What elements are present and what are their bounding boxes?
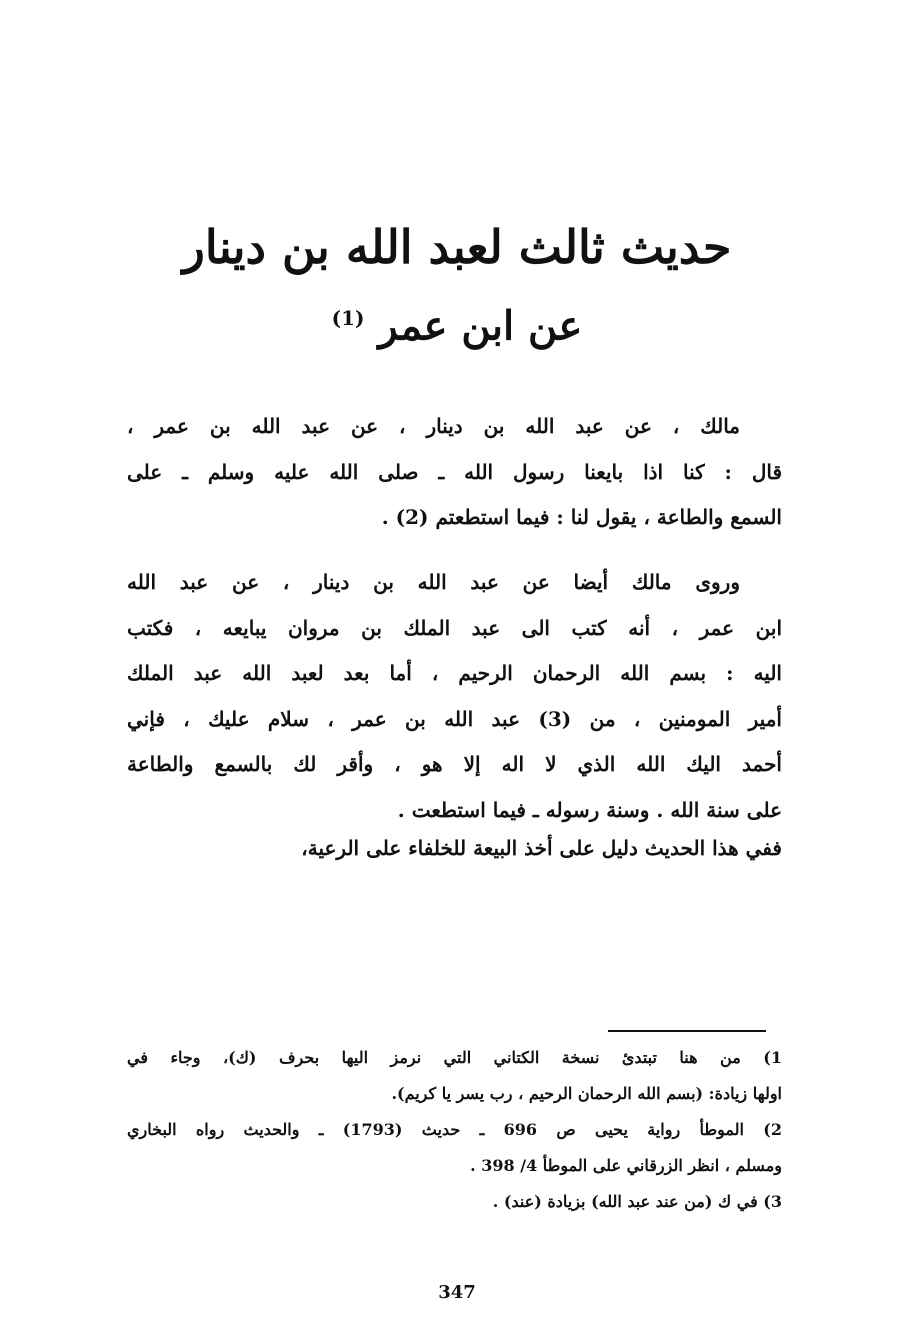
text-line: قال : كنا اذا بايعنا رسول الله ـ صلى الله عليه وسلم ـ على <box>127 459 782 484</box>
paragraph-3 <box>127 826 782 872</box>
page-number: 347 <box>438 1282 476 1303</box>
chapter-title-line-1: حديث ثالث لعبد الله بن دينار <box>182 220 732 274</box>
chapter-title-line-2: عن ابن عمر <box>378 302 583 350</box>
footnote-line: 1) من هنا تبتدئ نسخة الكتاني التي نرمز اليها بحرف (ك)، وجاء في <box>127 1048 782 1067</box>
footnote-reference: (1) <box>331 306 365 330</box>
text-line: على سنة الله . وسنة رسوله ـ فيما استطعت . <box>397 797 782 822</box>
text-line: اليه : بسم الله الرحمان الرحيم ، أما بعد لعبد الله عبد الملك <box>127 661 782 685</box>
text-line: السمع والطاعة ، يقول لنا : فيما استطعتم (2) . <box>381 505 782 529</box>
footnote-line: اولها زيادة: (بسم الله الرحمان الرحيم ، رب يسر يا كريم). <box>391 1084 782 1103</box>
footnote-separator <box>608 1030 766 1032</box>
chapter-title <box>120 212 794 282</box>
footnote-line: 3) في ك (من عند عبد الله) بزيادة (عند) . <box>492 1192 782 1211</box>
text-line: مالك ، عن عبد الله بن دينار ، عن عبد الله بن عمر ، <box>127 414 741 438</box>
paragraph-1 <box>127 404 782 541</box>
footnote-line: ومسلم ، انظر الزرقاني على الموطأ 4/ 398 . <box>470 1156 782 1175</box>
footnote-line: 2) الموطأ رواية يحيى ص 696 ـ حديث (1793) ـ والحديث رواه البخاري <box>127 1120 782 1139</box>
paragraph-2 <box>127 560 782 833</box>
footnotes <box>127 1040 782 1220</box>
text-line: أمير المومنين ، من (3) عبد الله بن عمر ، سلام عليك ، فإني <box>127 706 782 731</box>
text-line: ابن عمر ، أنه كتب الى عبد الملك بن مروان يبايعه ، فكتب <box>127 615 782 640</box>
text-line: وروى مالك أيضا عن عبد الله بن دينار ، عن عبد الله <box>127 570 740 594</box>
text-line: ففي هذا الحديث دليل على أخذ البيعة للخلفاء على الرعية، <box>301 836 782 860</box>
chapter-subtitle <box>120 288 794 356</box>
text-line: أحمد اليك الله الذي لا اله إلا هو ، وأقر لك بالسمع والطاعة <box>127 752 782 776</box>
